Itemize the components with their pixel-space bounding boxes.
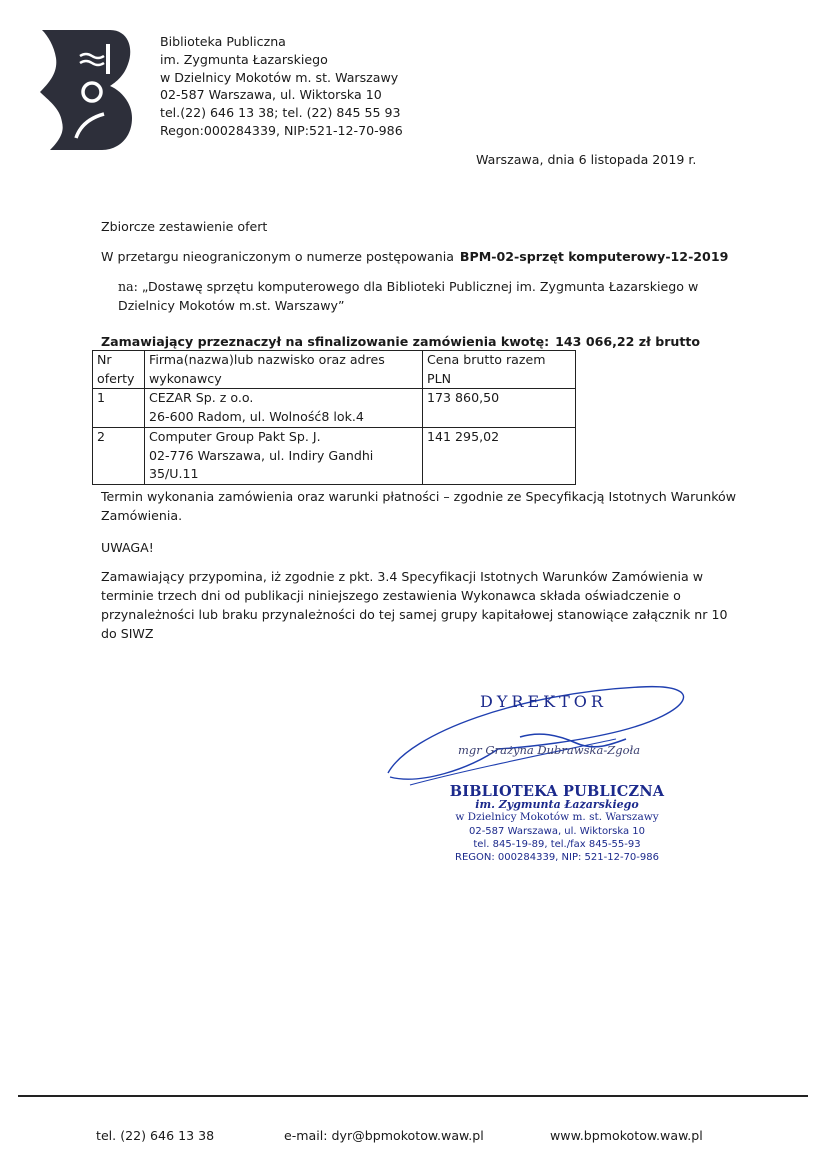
offer-number: 2 [93, 428, 145, 485]
offer-contractor [145, 428, 423, 485]
stamp-line: tel. 845-19-89, tel./fax 845-55-93 [473, 838, 641, 850]
footer-email: e-mail: dyr@bpmokotow.waw.pl [284, 1128, 484, 1143]
offer-price: 173 860,50 [423, 389, 576, 428]
contractor-address: 02-776 Warszawa, ul. Indiry Gandhi 35/U.11 [149, 447, 374, 481]
header-gross-price: Cena brutto razem PLN [423, 351, 576, 389]
director-signature [380, 673, 700, 793]
tender-text: W przetargu nieograniczonym o numerze postępowania [101, 249, 454, 264]
header-offer-number: Nr oferty [93, 351, 145, 389]
offer-price: 141 295,02 [423, 428, 576, 485]
table-header-row [93, 351, 576, 389]
contractor-address: 26-600 Radom, ul. Wolność8 lok.4 [149, 408, 364, 424]
table-row [93, 428, 576, 485]
table-row [93, 389, 576, 428]
offer-number: 1 [93, 389, 145, 428]
budget-text: Zamawiający przeznaczył na sfinalizowanie zamówienia kwotę: [101, 334, 550, 349]
header-line: Biblioteka Publiczna [160, 34, 286, 49]
footer-phone: tel. (22) 646 13 38 [96, 1128, 215, 1143]
signature-name: mgr Grażyna Dubrawska-Zgoła [458, 743, 641, 757]
notice-text: Zamawiający przypomina, iż zgodnie z pkt. 3.4 Specyfikacji Istotnych Warunków Zamówienia w terminie trzech dni od publikacji niniejszego zestawienia Wykonawca składa oświadczenie o przynależności lub braku przynależności do tej samej grupy kapitałowej stanowiące załącznik nr 10 do SIWZ [101, 569, 728, 641]
tender-line [101, 247, 728, 266]
footer-website: www.bpmokotow.waw.pl [550, 1128, 703, 1143]
notice-title: UWAGA! [101, 540, 154, 555]
library-header-address [160, 33, 403, 140]
library-stamp [412, 785, 702, 864]
header-contractor: Firma(nazwa)lub nazwisko oraz adres wykonawcy [145, 351, 423, 389]
budget-line [101, 332, 700, 351]
offers-table [92, 350, 576, 485]
stamp-line: 02-587 Warszawa, ul. Wiktorska 10 [468, 825, 646, 837]
document-subject: Zbiorcze zestawienie ofert [101, 219, 268, 234]
library-logo-icon [36, 30, 134, 150]
tender-number: BPM-02-sprzęt komputerowy-12-2019 [459, 249, 729, 264]
tender-scope [118, 277, 718, 315]
scope-text: „Dostawę sprzętu komputerowego dla Biblioteki Publicznej im. Zygmunta Łazarskiego w Dzielnicy Mokotów m.st. Warszawy” [118, 279, 699, 313]
stamp-line: REGON: 000284339, NIP: 521-12-70-986 [455, 852, 659, 864]
scope-prefix: na: [118, 279, 138, 294]
budget-amount: 143 066,22 zł brutto [555, 334, 701, 349]
stamp-line: im. Zygmunta Łazarskiego [475, 798, 639, 812]
header-line: w Dzielnicy Mokotów m. st. Warszawy [160, 69, 399, 85]
stamp-line: BIBLIOTEKA PUBLICZNA [449, 783, 665, 800]
header-line: 02-587 Warszawa, ul. Wiktorska 10 [160, 87, 382, 103]
footer-divider [18, 1095, 808, 1097]
header-line: tel.(22) 646 13 38; tel. (22) 845 55 93 [160, 105, 401, 121]
offer-contractor [145, 389, 423, 428]
document-date: Warszawa, dnia 6 listopada 2019 r. [476, 152, 697, 167]
signature-title: DYREKTOR [480, 692, 607, 711]
header-line: Regon:000284339, NIP:521-12-70-986 [160, 122, 403, 138]
execution-terms: Termin wykonania zamówienia oraz warunki płatności – zgodnie ze Specyfikacją Istotnych Warunków Zamówienia. [101, 489, 737, 523]
header-line: im. Zygmunta Łazarskiego [160, 51, 328, 67]
contractor-name: CEZAR Sp. z o.o. [149, 390, 254, 405]
contractor-name: Computer Group Pakt Sp. J. [149, 429, 321, 444]
stamp-line: w Dzielnicy Mokotów m. st. Warszawy [455, 811, 659, 824]
